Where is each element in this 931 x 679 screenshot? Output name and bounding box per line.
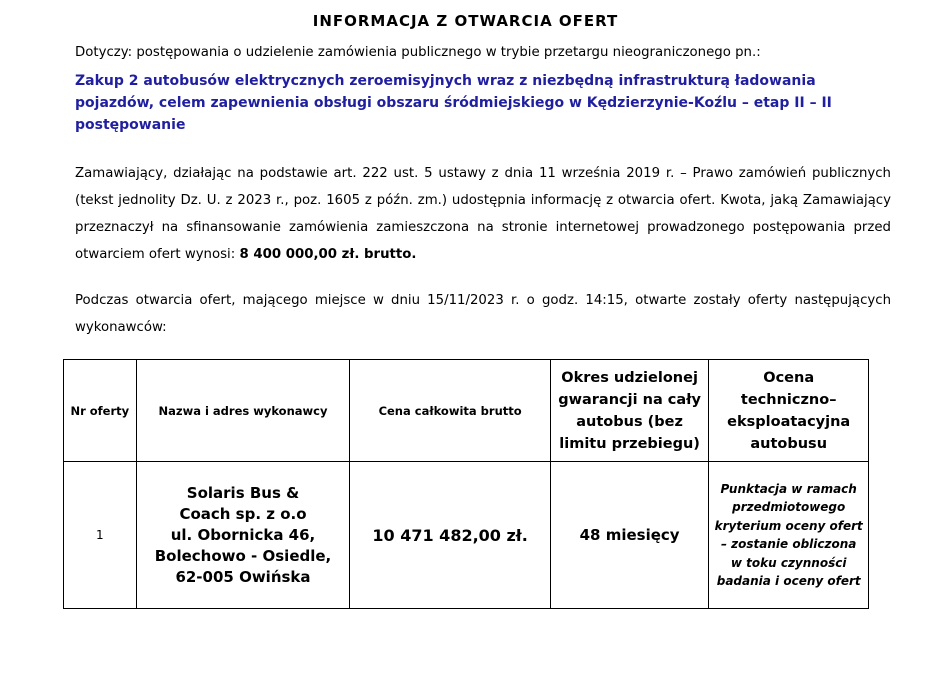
name-line: Bolechowo - Osiedle, <box>154 546 332 565</box>
cell-price: 10 471 482,00 zł. <box>350 462 550 609</box>
paragraph-opening: Podczas otwarcia ofert, mającego miejsce w dniu 15/11/2023 r. o godz. 14:15, otwarte zostały oferty następujących wykonawców: <box>75 293 891 335</box>
name-line: Solaris Bus & <box>186 483 300 502</box>
header-price: Cena całkowita brutto <box>350 360 550 462</box>
procurement-subject: Zakup 2 autobusów elektrycznych zeroemisyjnych wraz z niezbędną infrastrukturą ładowania pojazdów, celem zapewnienia obsługi obszaru śródmiejskiego w Kędzierzynie-Koźlu – etap II – II postępowanie <box>75 73 832 133</box>
name-line: ul. Obornicka 46, <box>170 525 316 544</box>
cell-evaluation: Punktacja w ramach przedmiotowego kryterium oceny ofert – zostanie obliczona w toku czynności badania i oceny ofert <box>709 462 869 609</box>
page-title: INFORMACJA Z OTWARCIA OFERT <box>312 12 619 30</box>
cell-name <box>136 462 350 609</box>
table-header-row <box>64 360 869 462</box>
paragraph-budget-text: Zamawiający, działając na podstawie art. 222 ust. 5 ustawy z dnia 11 września 2019 r. – Prawo zamówień publicznych (tekst jednolity Dz. U. z 2023 r., poz. 1605 z późn. zm.) udostępnia informację z otwarcia ofert. Kwota, jaką Zamawiający przeznaczył na sfinansowanie zamówienia zamieszczona na stronie internetowej prowadzonego postępowania przed otwarciem ofert wynosi: <box>75 166 891 262</box>
header-nr: Nr oferty <box>64 360 137 462</box>
cell-warranty: 48 miesięcy <box>550 462 709 609</box>
header-name: Nazwa i adres wykonawcy <box>136 360 350 462</box>
header-evaluation: Ocena techniczno–eksploatacyjna autobusu <box>709 360 869 462</box>
paragraph-budget <box>75 160 891 268</box>
subject-intro: Dotyczy: postępowania o udzielenie zamówienia publicznego w trybie przetargu nieograniczonego pn.: <box>75 45 761 60</box>
name-line: Coach sp. z o.o <box>179 504 307 523</box>
cell-nr: 1 <box>64 462 137 609</box>
header-warranty: Okres udzielonej gwarancji na cały autobus (bez limitu przebiegu) <box>550 360 709 462</box>
table-row <box>64 462 869 609</box>
name-line: 62-005 Owińska <box>175 567 311 586</box>
budget-amount: 8 400 000,00 zł. brutto. <box>239 247 417 262</box>
offers-table <box>63 359 869 609</box>
